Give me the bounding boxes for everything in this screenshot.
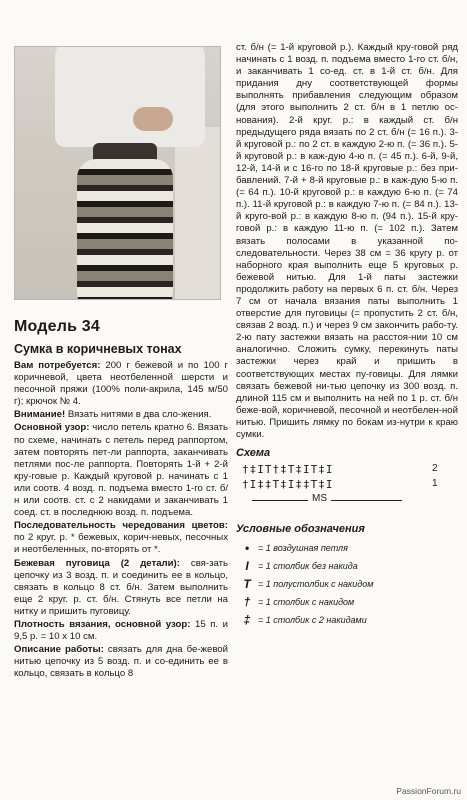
- legend-list: [236, 539, 458, 629]
- treble-crochet-icon: ‡: [243, 613, 251, 628]
- half-double-icon: T: [243, 577, 251, 592]
- photo-striped-bag: [77, 159, 173, 300]
- double-crochet-icon: †: [243, 595, 251, 610]
- model-title: Модель 34: [14, 318, 100, 335]
- left-column: [14, 318, 228, 681]
- legend-title: Условные обозначения: [236, 523, 365, 536]
- color-sequence-paragraph: Последовательность чередования цветов: по 2 круг. р. * бежевых, корич-невых, песочных и неотбеленных, по-вторять от *.: [14, 520, 228, 556]
- schema-repeat-label: MS: [308, 493, 331, 504]
- button-paragraph: Бежевая пуговица (2 детали): свя-зать цепочку из 3 возд. п. и соединить ее в кольцо, связать в кольцо 8 ст. б/н. Затем выполнить еще 2 круг. р. ст. б/н. Стянуть все петли на нитку и пришить пуговицу.: [14, 557, 228, 617]
- dot-icon: •: [244, 541, 250, 556]
- schema-row-2: †‡IT†‡T‡IT‡I: [242, 463, 334, 477]
- schema-row-number-2: 2: [432, 463, 438, 475]
- legend-item: • = 1 воздушная петля: [236, 539, 458, 557]
- legend-item: ‡ = 1 столбик с 2 накидами: [236, 611, 458, 629]
- description-paragraph: Описание работы: связать для дна бе-жевой нитью цепочку из 5 возд. п. и со-единить ее в кольцо, связать в кольцо 8: [14, 644, 228, 680]
- legend-item: T = 1 полустолбик с накидом: [236, 575, 458, 593]
- instructions-continued: ст. б/н (= 1-й круговой р.). Каждый кру-говой ряд начинать с 1 возд. п. подъема вместо 1-го ст. б/н, и заканчивать 1 со-ед. ст. в 1-й ст. б/н. Для придания дну соответствующей формы выполнять прибавления следующим образом (для этого выполнить 2 ст. б/н в 1 петлю ос-нования). 2-й круг. р.: в каждый ст. б/н предыдущего ряда вязать по 2 ст. б/н (= 16 п.). 3-й круговой р.: по 2 ст. в каждую 2-ю п. (= 36 п.). 5-й круговой р.: в каж-дую 4-ю п. (= 45 п.). 6-й, 9-й, 12-й, 14-й и с 16-го по 18-й круговые р.: без при-бавлений. 7-й + 8-й круговые р.: в каж-дую 5-ю п. (= 64 п.). 10-й круговой р.: в каждую 6-ю п. (= 74 п.). 11-й круговой р.: в каждую 7-ю п. (= 84 п.). 13-й круго-вой р.: в каждую 8-ю п. (94 п.). 15-й кру-говой р.: в каждую 11-ю п. (= 102 п.). Затем вязать полосами в указанной по-следовательности. Через 38 см = 36 кругу р. от наборного края выполнить еще 5 круговых р. бежевой нитью. Для 1-й паты застежки продолжить работу на первых 6 п. ст. б/н. Через 7 см от начала вязания паты выполнить 1 отверстие для пуговицы (= пропустить 2 ст. б/н, связав 2 возд. п.) и через 9 см закончить рабо-ту. 2-ю пату застежки вязать на расстоя-нии 10 см аналогично. Сложить сумку, перекинуть паты застежки через край и пришить в соответствующих местах пу-говицы. Для лямки связать бежевой ни-тью цепочку из 300 возд. п. длиной 115 см и выполнить на ней по 1 р. ст. б/н беже-вой, коричневой, песочной и неотбелен-ной нитью. Пришить лямку по бокам из-нутри к краю сумки.: [236, 42, 458, 440]
- attention-paragraph: Внимание! Вязать нитями в два сло-жения.: [14, 409, 212, 421]
- schema-row-number-1: 1: [432, 478, 438, 490]
- bag-photo: [14, 46, 221, 300]
- crochet-schema: [242, 463, 458, 517]
- legend-item: I = 1 столбик без накида: [236, 557, 458, 575]
- right-column: [236, 42, 458, 629]
- photo-skirt: [175, 127, 221, 300]
- single-crochet-icon: I: [245, 559, 249, 574]
- schema-row-1: †I‡‡T‡I‡‡T‡I: [242, 478, 334, 492]
- photo-hand: [133, 107, 173, 131]
- materials-paragraph: Вам потребуется: 200 г бежевой и по 100 г коричневой, цвета неотбеленной шерсти и песочной пряжи (100% поли-акрила, 145 м/50 г); крючок № 4.: [14, 360, 228, 408]
- legend-item: † = 1 столбик с накидом: [236, 593, 458, 611]
- photo-sweater: [55, 46, 205, 147]
- main-pattern-paragraph: Основной узор: число петель кратно 6. Вязать по схеме, начинать с петель перед раппортом, затем повторять пет-ли раппорта, заканчивать петлями пос-ле раппорта. Повторять 1-й + 2-й кру-говые р. Каждый круговой р. начинать с 1 или соотв. 4 возд. п. подъема вместо 1-го ст. б/н или соотв. ст. с 2 накидами и заканчивать 1 соед. ст. в последнюю возд. п. подъема.: [14, 422, 228, 519]
- watermark: PassionForum.ru: [396, 786, 461, 796]
- density-paragraph: Плотность вязания, основной узор: 15 п. и 9,5 р. = 10 х 10 см.: [14, 618, 228, 643]
- model-subtitle: Сумка в коричневых тонах: [14, 342, 182, 356]
- schema-title: Схема: [236, 447, 271, 460]
